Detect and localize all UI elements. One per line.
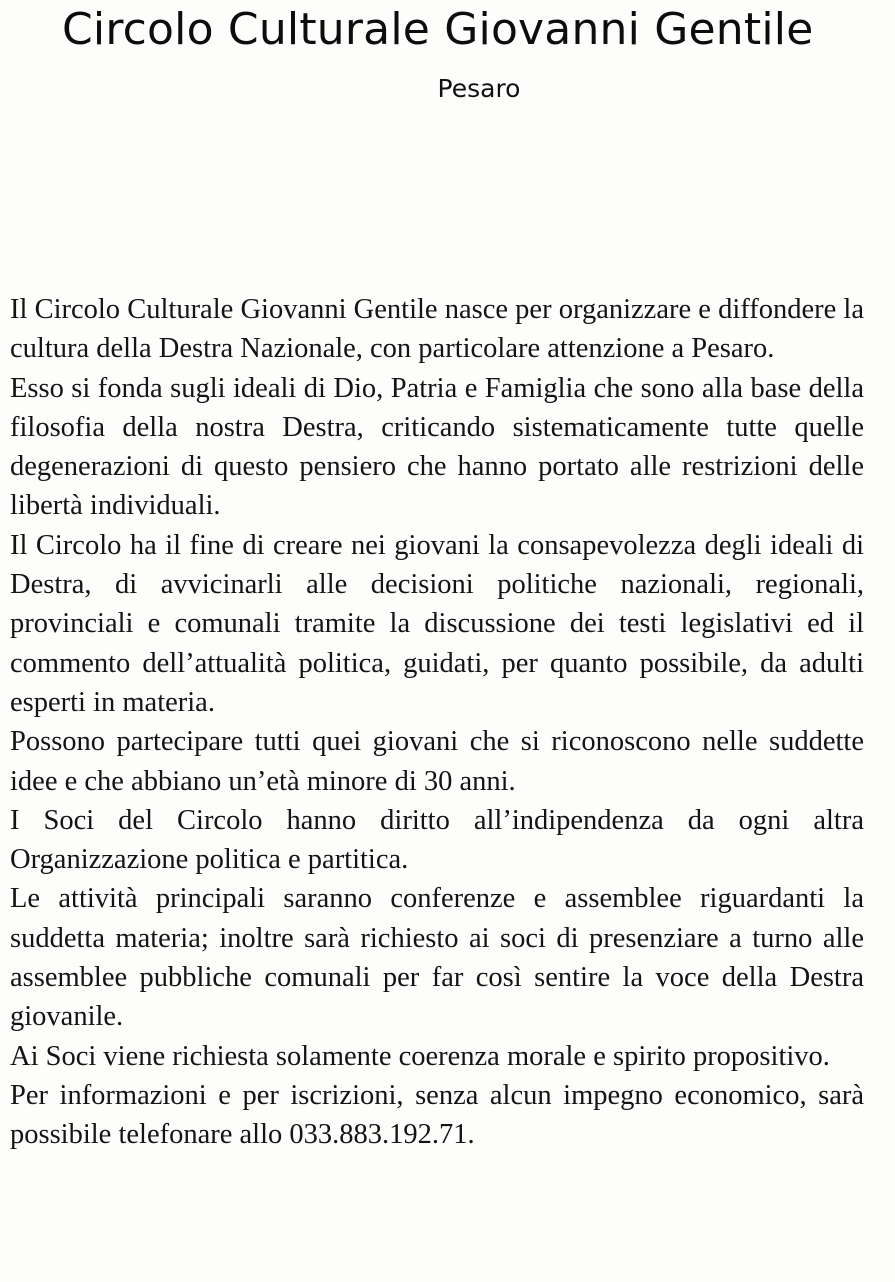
paragraph-contact: Per informazioni e per iscrizioni, senza alcun impegno economico, sarà possibile telefonare allo 033.883.192.71. [10,1079,864,1151]
paragraph-aims: Il Circolo ha il fine di creare nei giovani la consapevolezza degli ideali di Destra, di avvicinarli alle decisioni politiche nazionali, regionali, provinciali e comunali tramite la discussione dei testi legislativi ed il commento dell’attualità politica, guidati, per quanto possibile, da adulti esperti in materia. [10,529,864,718]
paragraph-ideals: Esso si fonda sugli ideali di Dio, Patria e Famiglia che sono alla base della filosofia della nostra Destra, criticando sistematicamente tutte quelle degenerazioni di questo pensiero che hanno portato alle restrizioni delle libertà individuali. [10,372,864,522]
paragraph-independence: I Soci del Circolo hanno diritto all’indipendenza da ogni altra Organizzazione politica e partitica. [10,804,864,876]
document-title: Circolo Culturale Giovanni Gentile [62,4,814,55]
paragraph-intro: Il Circolo Culturale Giovanni Gentile nasce per organizzare e diffondere la cultura della Destra Nazionale, con particolare attenzione a Pesaro. [10,294,864,365]
paragraph-activities: Le attività principali saranno conferenze e assemblee riguardanti la suddetta materia; inoltre sarà richiesto ai soci di presenziare a turno alle assemblee pubbliche comunali per far così sentire la voce della Destra giovanile. [10,883,864,1033]
paragraph-requirements: Ai Soci viene richiesta solamente coerenza morale e spirito propositivo. [10,1040,830,1072]
document-subtitle: Pesaro [437,74,521,103]
document-body [10,290,864,1155]
paragraph-eligibility: Possono partecipare tutti quei giovani che si riconoscono nelle suddette idee e che abbiano un’età minore di 30 anni. [10,726,864,797]
